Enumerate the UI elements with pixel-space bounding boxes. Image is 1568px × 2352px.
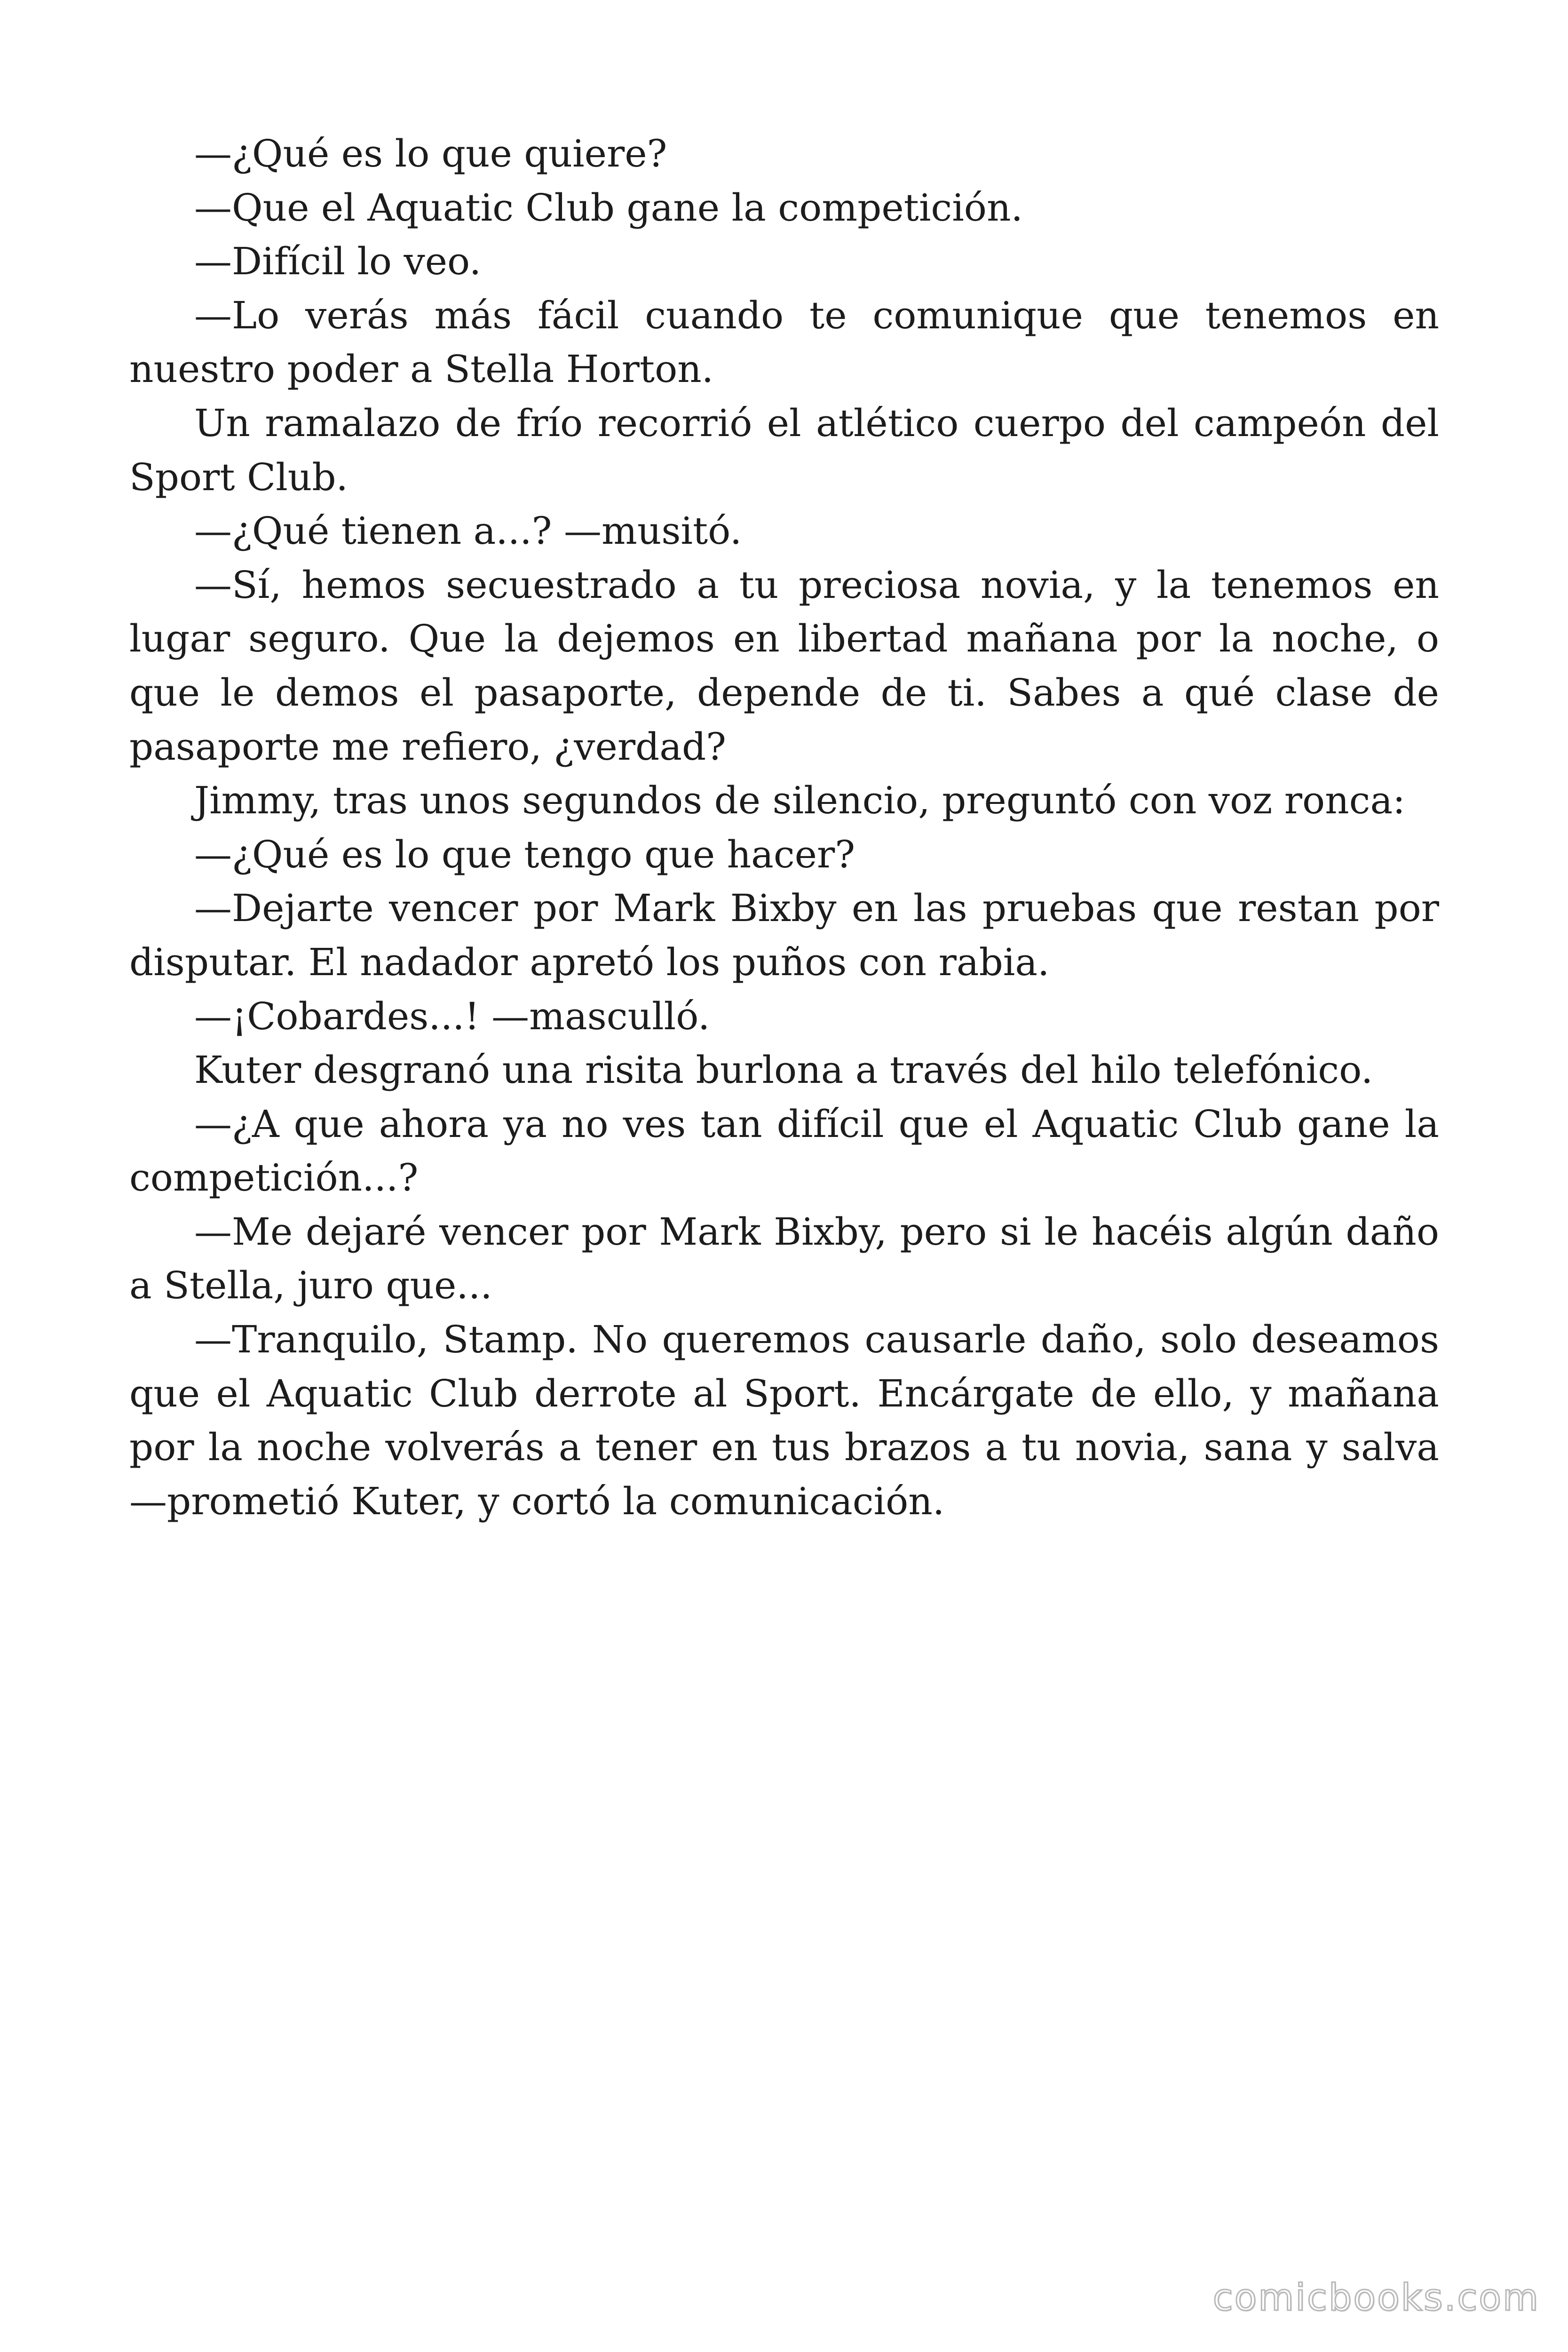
- paragraph: —¡Cobardes...! —masculló.: [194, 994, 710, 1038]
- paragraph: —Lo verás más fácil cuando te comunique que tenemos en nuestro poder a Stella Horton.: [129, 293, 1439, 391]
- paragraph: —¿Qué es lo que quiere?: [194, 132, 667, 175]
- paragraph: —Sí, hemos secuestrado a tu preciosa novia, y la tenemos en lugar seguro. Que la dejemos en libertad mañana por la noche, o que le demos el pasaporte, depende de ti. Sabes a qué clase de pasaporte me refiero, ¿verdad?: [129, 563, 1439, 769]
- paragraph: —Difícil lo veo.: [194, 239, 482, 284]
- paragraph: —Tranquilo, Stamp. No queremos causarle daño, solo deseamos que el Aquatic Club derrote al Sport. Encárgate de ello, y mañana por la noche volverás a tener en tus brazos a tu novia, sana y salva —prometió Kuter, y cortó la comunicación.: [129, 1318, 1439, 1523]
- paragraph: Jimmy, tras unos segundos de silencio, preguntó con voz ronca:: [194, 779, 1406, 823]
- watermark: comicbooks.com: [1212, 2277, 1540, 2319]
- paragraph: —Dejarte vencer por Mark Bixby en las pruebas que restan por disputar. El nadador apretó los puños con rabia.: [129, 886, 1439, 984]
- paragraph: Kuter desgranó una risita burlona a través del hilo telefónico.: [194, 1048, 1373, 1092]
- paragraph: —¿Qué tienen a...? —musitó.: [194, 509, 742, 553]
- paragraph: —Me dejaré vencer por Mark Bixby, pero si le hacéis algún daño a Stella, juro que...: [129, 1209, 1439, 1308]
- paragraph: —¿A que ahora ya no ves tan difícil que el Aquatic Club gane la competición...?: [129, 1102, 1439, 1200]
- paragraph: —Que el Aquatic Club gane la competición.: [194, 185, 1023, 230]
- paragraph: Un ramalazo de frío recorrió el atlético cuerpo del campeón del Sport Club.: [129, 401, 1439, 499]
- body-text: [129, 127, 1439, 1528]
- paragraph: —¿Qué es lo que tengo que hacer?: [194, 832, 855, 876]
